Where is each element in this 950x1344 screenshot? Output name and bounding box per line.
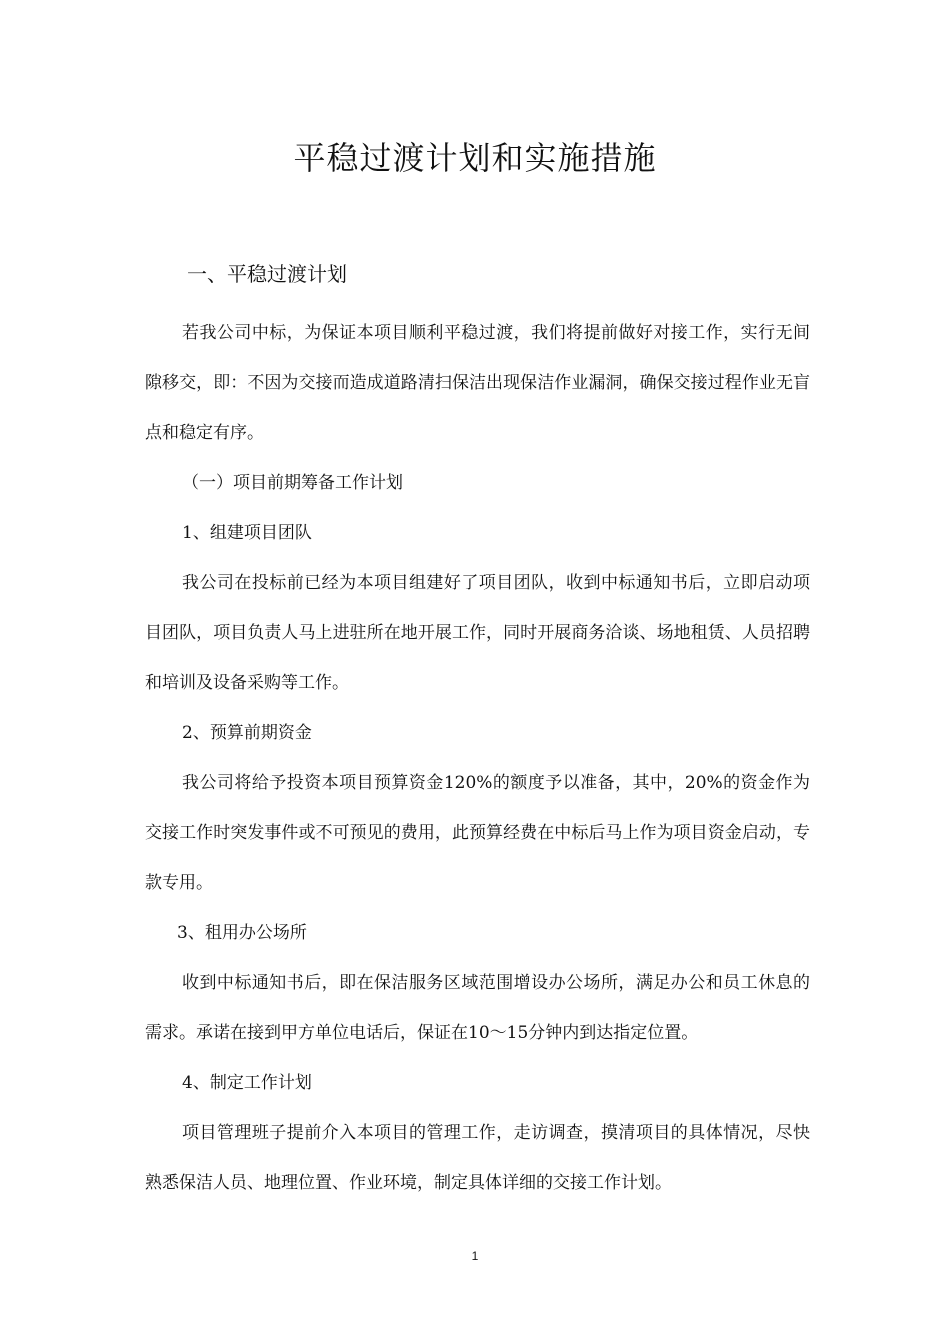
- item-4-heading: 4、制定工作计划: [182, 1073, 312, 1093]
- item-2-body: 我公司将给予投资本项目预算资金120%的额度予以准备，其中，20%的资金作为交接工作时突发事件或不可预见的费用，此预算经费在中标后马上作为项目资金启动，专款专用。: [145, 773, 810, 893]
- item-1-heading: 1、组建项目团队: [182, 523, 312, 543]
- item-4-body: 项目管理班子提前介入本项目的管理工作，走访调查，摸清项目的具体情况，尽快熟悉保洁人员、地理位置、作业环境，制定具体详细的交接工作计划。: [145, 1123, 810, 1193]
- item-3-heading: 3、租用办公场所: [177, 923, 307, 943]
- section-heading: 一、平稳过渡计划: [187, 262, 347, 286]
- document-body: [145, 308, 810, 1208]
- document-title: 平稳过渡计划和实施措施: [293, 139, 657, 177]
- item-3-body: 收到中标通知书后，即在保洁服务区域范围增设办公场所，满足办公和员工休息的需求。承诺在接到甲方单位电话后，保证在10～15分钟内到达指定位置。: [145, 973, 810, 1043]
- subsection-heading: （一）项目前期筹备工作计划: [182, 473, 403, 493]
- item-1-body: 我公司在投标前已经为本项目组建好了项目团队，收到中标通知书后，立即启动项目团队，项目负责人马上进驻所在地开展工作，同时开展商务洽谈、场地租赁、人员招聘和培训及设备采购等工作。: [145, 573, 810, 693]
- intro-paragraph: 若我公司中标，为保证本项目顺利平稳过渡，我们将提前做好对接工作，实行无间隙移交，即：不因为交接而造成道路清扫保洁出现保洁作业漏洞，确保交接过程作业无盲点和稳定有序。: [145, 323, 810, 443]
- item-2-heading: 2、预算前期资金: [182, 723, 312, 743]
- page-number: 1: [471, 1249, 479, 1263]
